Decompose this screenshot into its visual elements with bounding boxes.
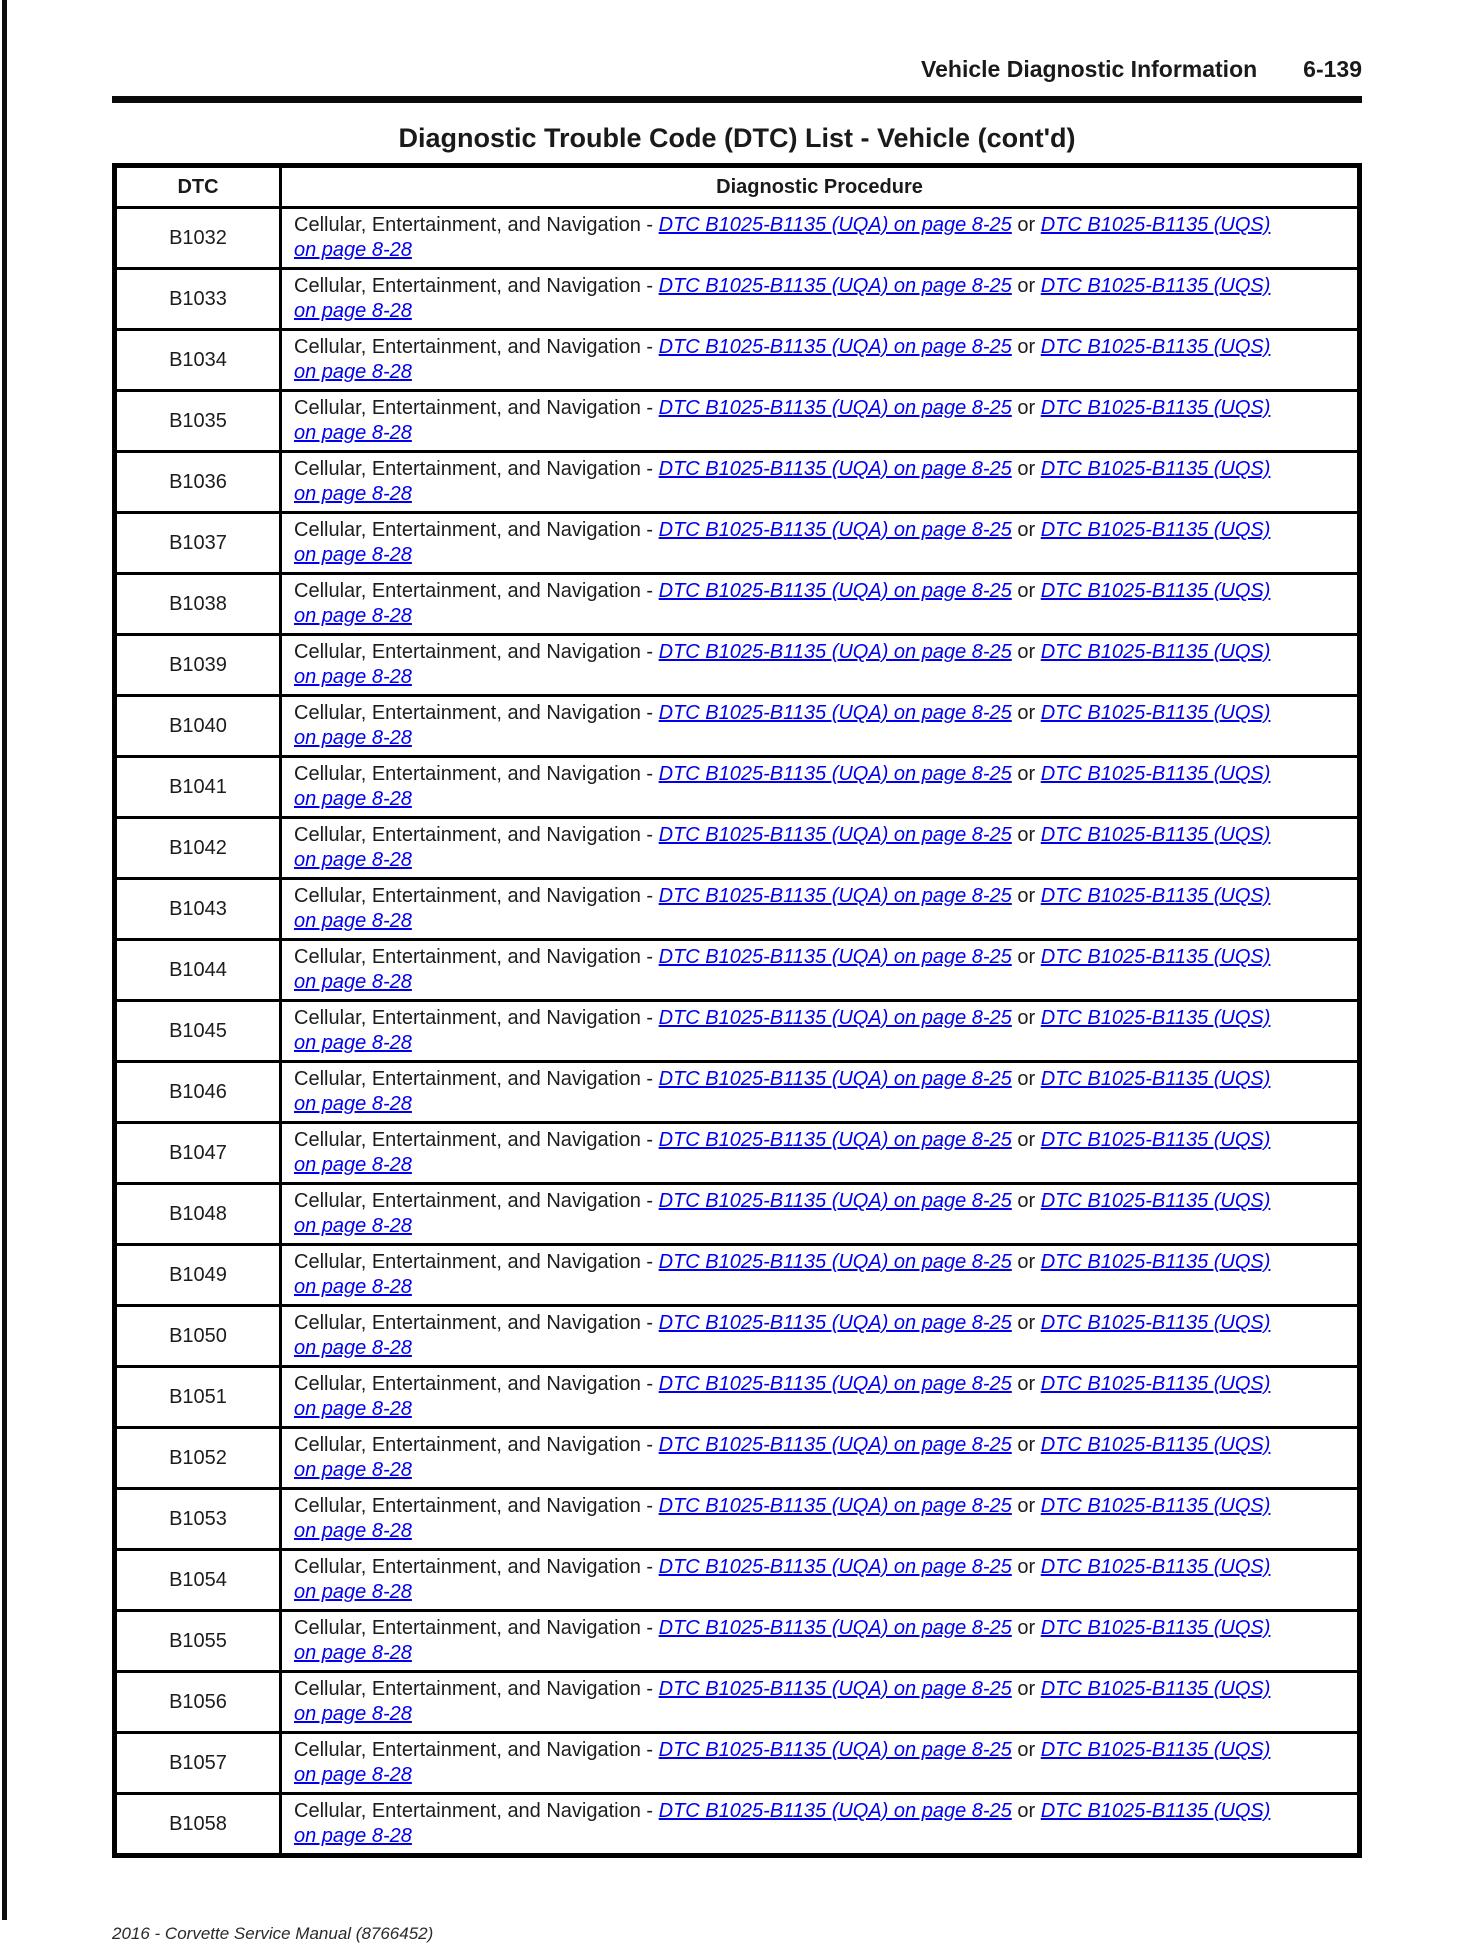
table-row [115,330,1360,391]
dtc-link-uqs-line1: DTC B1025-B1135 (UQS) [1040,763,1271,785]
dtc-link-uqs-line1: DTC B1025-B1135 (UQS) [1040,1129,1271,1151]
diagnostic-procedure-cell [281,818,1360,879]
table-row [115,1611,1360,1672]
dtc-link-uqa[interactable]: DTC B1025-B1135 (UQA) on page 8-25 [658,1007,1012,1029]
procedure-prefix-text: Cellular, Entertainment, and Navigation - [294,458,659,480]
dtc-link-uqs-line1: DTC B1025-B1135 (UQS) [1040,1312,1271,1334]
procedure-connector-text: or [1011,885,1041,907]
procedure-connector-text: or [1011,1190,1041,1212]
procedure-connector-text: or [1011,1617,1041,1639]
procedure-connector-text: or [1011,336,1041,358]
dtc-link-uqa[interactable]: DTC B1025-B1135 (UQA) on page 8-25 [658,1312,1012,1334]
dtc-link-uqs-line2: on page 8-28 [294,849,412,871]
dtc-link-uqa[interactable]: DTC B1025-B1135 (UQA) on page 8-25 [658,1190,1012,1212]
dtc-link-uqs-line1: DTC B1025-B1135 (UQS) [1040,275,1271,297]
section-title: Vehicle Diagnostic Information [921,56,1258,82]
procedure-connector-text: or [1011,641,1041,663]
dtc-code-cell: B1054 [115,1550,281,1611]
dtc-link-uqs-line1: DTC B1025-B1135 (UQS) [1040,1068,1271,1090]
dtc-code-cell: B1033 [115,269,281,330]
procedure-prefix-text: Cellular, Entertainment, and Navigation - [294,1495,659,1517]
diagnostic-procedure-cell [281,1001,1360,1062]
dtc-link-uqs-line1: DTC B1025-B1135 (UQS) [1040,580,1271,602]
dtc-link-uqs-line2: on page 8-28 [294,1276,412,1298]
dtc-link-uqa[interactable]: DTC B1025-B1135 (UQA) on page 8-25 [658,824,1012,846]
dtc-link-uqa[interactable]: DTC B1025-B1135 (UQA) on page 8-25 [658,1434,1012,1456]
diagnostic-procedure-cell [281,452,1360,513]
dtc-link-uqa[interactable]: DTC B1025-B1135 (UQA) on page 8-25 [658,214,1012,236]
procedure-prefix-text: Cellular, Entertainment, and Navigation - [294,1312,659,1334]
table-row [115,574,1360,635]
column-header-dtc: DTC [115,166,281,208]
dtc-link-uqs-line1: DTC B1025-B1135 (UQS) [1040,885,1271,907]
dtc-link-uqs-line1: DTC B1025-B1135 (UQS) [1040,946,1271,968]
table-row [115,1672,1360,1733]
footer-text: 2016 - Corvette Service Manual (8766452) [112,1924,434,1943]
table-row [115,1428,1360,1489]
dtc-code-cell: B1052 [115,1428,281,1489]
dtc-link-uqs-line2: on page 8-28 [294,971,412,993]
diagnostic-procedure-cell [281,513,1360,574]
diagnostic-procedure-cell [281,391,1360,452]
dtc-link-uqs-line2: on page 8-28 [294,910,412,932]
diagnostic-procedure-cell [281,940,1360,1001]
table-row [115,1245,1360,1306]
procedure-connector-text: or [1011,1129,1041,1151]
diagnostic-procedure-cell [281,1062,1360,1123]
dtc-link-uqa[interactable]: DTC B1025-B1135 (UQA) on page 8-25 [658,1556,1012,1578]
dtc-code-cell: B1047 [115,1123,281,1184]
dtc-link-uqs-line1: DTC B1025-B1135 (UQS) [1040,1800,1271,1822]
procedure-prefix-text: Cellular, Entertainment, and Navigation - [294,1129,659,1151]
procedure-prefix-text: Cellular, Entertainment, and Navigation - [294,641,659,663]
dtc-code-cell: B1055 [115,1611,281,1672]
procedure-connector-text: or [1011,1373,1041,1395]
procedure-prefix-text: Cellular, Entertainment, and Navigation - [294,397,659,419]
procedure-connector-text: or [1011,763,1041,785]
dtc-link-uqa[interactable]: DTC B1025-B1135 (UQA) on page 8-25 [658,702,1012,724]
dtc-link-uqa[interactable]: DTC B1025-B1135 (UQA) on page 8-25 [658,580,1012,602]
dtc-link-uqa[interactable]: DTC B1025-B1135 (UQA) on page 8-25 [658,1373,1012,1395]
dtc-link-uqs-line2: on page 8-28 [294,483,412,505]
dtc-link-uqs-line2: on page 8-28 [294,1154,412,1176]
table-row [115,1062,1360,1123]
scanned-page-edge-line [2,0,7,1920]
diagnostic-procedure-cell [281,696,1360,757]
procedure-connector-text: or [1011,1434,1041,1456]
procedure-prefix-text: Cellular, Entertainment, and Navigation - [294,1617,659,1639]
diagnostic-procedure-cell [281,1184,1360,1245]
table-row [115,1367,1360,1428]
table-row [115,1733,1360,1794]
table-row [115,1306,1360,1367]
dtc-link-uqs-line1: DTC B1025-B1135 (UQS) [1040,1678,1271,1700]
procedure-prefix-text: Cellular, Entertainment, and Navigation - [294,336,659,358]
dtc-link-uqs-line1: DTC B1025-B1135 (UQS) [1040,458,1271,480]
dtc-link-uqs-line1: DTC B1025-B1135 (UQS) [1040,1007,1271,1029]
header-rule-divider [112,96,1362,103]
dtc-code-cell: B1045 [115,1001,281,1062]
procedure-connector-text: or [1011,397,1041,419]
dtc-code-cell: B1057 [115,1733,281,1794]
dtc-link-uqs-line2: on page 8-28 [294,361,412,383]
dtc-link-uqs-line1: DTC B1025-B1135 (UQS) [1040,1434,1271,1456]
diagnostic-procedure-cell [281,1489,1360,1550]
procedure-connector-text: or [1011,1251,1041,1273]
table-row [115,513,1360,574]
diagnostic-procedure-cell [281,1367,1360,1428]
dtc-link-uqa[interactable]: DTC B1025-B1135 (UQA) on page 8-25 [658,641,1012,663]
procedure-connector-text: or [1011,946,1041,968]
procedure-connector-text: or [1011,1312,1041,1334]
table-row [115,940,1360,1001]
dtc-code-cell: B1049 [115,1245,281,1306]
table-row [115,452,1360,513]
diagnostic-procedure-cell [281,1672,1360,1733]
dtc-link-uqs-line2: on page 8-28 [294,1459,412,1481]
procedure-connector-text: or [1011,275,1041,297]
dtc-link-uqs-line2: on page 8-28 [294,1764,412,1786]
diagnostic-procedure-cell [281,1733,1360,1794]
dtc-link-uqs-line2: on page 8-28 [294,788,412,810]
dtc-link-uqs-line2: on page 8-28 [294,666,412,688]
dtc-link-uqs-line2: on page 8-28 [294,239,412,261]
running-header [112,56,1362,83]
dtc-link-uqa[interactable]: DTC B1025-B1135 (UQA) on page 8-25 [658,1739,1012,1761]
procedure-prefix-text: Cellular, Entertainment, and Navigation - [294,1373,659,1395]
dtc-table-body [115,208,1360,1856]
dtc-link-uqs-line2: on page 8-28 [294,544,412,566]
diagnostic-procedure-cell [281,757,1360,818]
dtc-code-cell: B1042 [115,818,281,879]
table-row [115,391,1360,452]
table-row [115,1550,1360,1611]
dtc-link-uqa[interactable]: DTC B1025-B1135 (UQA) on page 8-25 [658,1800,1012,1822]
dtc-code-cell: B1034 [115,330,281,391]
dtc-link-uqs-line2: on page 8-28 [294,422,412,444]
procedure-prefix-text: Cellular, Entertainment, and Navigation - [294,1678,659,1700]
dtc-table [112,163,1362,1858]
dtc-link-uqs-line1: DTC B1025-B1135 (UQS) [1040,824,1271,846]
dtc-link-uqs-line2: on page 8-28 [294,727,412,749]
dtc-link-uqa[interactable]: DTC B1025-B1135 (UQA) on page 8-25 [658,763,1012,785]
procedure-prefix-text: Cellular, Entertainment, and Navigation - [294,946,659,968]
table-row [115,1794,1360,1856]
procedure-prefix-text: Cellular, Entertainment, and Navigation - [294,214,659,236]
dtc-code-cell: B1051 [115,1367,281,1428]
dtc-link-uqs-line1: DTC B1025-B1135 (UQS) [1040,702,1271,724]
procedure-prefix-text: Cellular, Entertainment, and Navigation - [294,702,659,724]
dtc-link-uqs-line2: on page 8-28 [294,300,412,322]
dtc-link-uqs-line2: on page 8-28 [294,1337,412,1359]
dtc-code-cell: B1037 [115,513,281,574]
dtc-code-cell: B1056 [115,1672,281,1733]
procedure-connector-text: or [1011,1068,1041,1090]
diagnostic-procedure-cell [281,1123,1360,1184]
dtc-link-uqs-line1: DTC B1025-B1135 (UQS) [1040,397,1271,419]
procedure-prefix-text: Cellular, Entertainment, and Navigation - [294,1739,659,1761]
dtc-code-cell: B1050 [115,1306,281,1367]
dtc-link-uqs-line1: DTC B1025-B1135 (UQS) [1040,641,1271,663]
procedure-connector-text: or [1011,702,1041,724]
procedure-connector-text: or [1011,1007,1041,1029]
dtc-code-cell: B1048 [115,1184,281,1245]
dtc-code-cell: B1053 [115,1489,281,1550]
table-row [115,1123,1360,1184]
dtc-link-uqs-line1: DTC B1025-B1135 (UQS) [1040,214,1271,236]
procedure-prefix-text: Cellular, Entertainment, and Navigation - [294,1251,659,1273]
diagnostic-procedure-cell [281,1306,1360,1367]
procedure-connector-text: or [1011,580,1041,602]
dtc-link-uqs-line2: on page 8-28 [294,1520,412,1542]
procedure-connector-text: or [1011,824,1041,846]
procedure-connector-text: or [1011,458,1041,480]
dtc-link-uqs-line2: on page 8-28 [294,605,412,627]
table-row [115,757,1360,818]
column-header-procedure: Diagnostic Procedure [281,166,1360,208]
procedure-prefix-text: Cellular, Entertainment, and Navigation - [294,1556,659,1578]
diagnostic-procedure-cell [281,1611,1360,1672]
dtc-link-uqa[interactable]: DTC B1025-B1135 (UQA) on page 8-25 [658,1617,1012,1639]
procedure-prefix-text: Cellular, Entertainment, and Navigation - [294,1800,659,1822]
dtc-code-cell: B1044 [115,940,281,1001]
dtc-link-uqa[interactable]: DTC B1025-B1135 (UQA) on page 8-25 [658,946,1012,968]
procedure-prefix-text: Cellular, Entertainment, and Navigation - [294,580,659,602]
dtc-link-uqs-line1: DTC B1025-B1135 (UQS) [1040,336,1271,358]
dtc-link-uqs-line2: on page 8-28 [294,1581,412,1603]
dtc-link-uqa[interactable]: DTC B1025-B1135 (UQA) on page 8-25 [658,1068,1012,1090]
dtc-code-cell: B1040 [115,696,281,757]
procedure-prefix-text: Cellular, Entertainment, and Navigation - [294,885,659,907]
procedure-prefix-text: Cellular, Entertainment, and Navigation - [294,275,659,297]
procedure-prefix-text: Cellular, Entertainment, and Navigation - [294,1007,659,1029]
procedure-connector-text: or [1011,1495,1041,1517]
page-title: Diagnostic Trouble Code (DTC) List - Vehicle (cont'd) [398,123,1076,153]
diagnostic-procedure-cell [281,1794,1360,1856]
procedure-connector-text: or [1011,214,1041,236]
dtc-link-uqs-line2: on page 8-28 [294,1032,412,1054]
procedure-prefix-text: Cellular, Entertainment, and Navigation - [294,763,659,785]
table-header-row [115,166,1360,208]
dtc-link-uqa[interactable]: DTC B1025-B1135 (UQA) on page 8-25 [658,275,1012,297]
dtc-link-uqa[interactable]: DTC B1025-B1135 (UQA) on page 8-25 [658,1678,1012,1700]
dtc-link-uqs-line2: on page 8-28 [294,1215,412,1237]
dtc-code-cell: B1041 [115,757,281,818]
dtc-link-uqa[interactable]: DTC B1025-B1135 (UQA) on page 8-25 [658,458,1012,480]
table-row [115,208,1360,269]
dtc-link-uqa[interactable]: DTC B1025-B1135 (UQA) on page 8-25 [658,1129,1012,1151]
dtc-link-uqs-line2: on page 8-28 [294,1398,412,1420]
dtc-link-uqs-line1: DTC B1025-B1135 (UQS) [1040,1739,1271,1761]
procedure-connector-text: or [1011,1678,1041,1700]
dtc-link-uqa[interactable]: DTC B1025-B1135 (UQA) on page 8-25 [658,397,1012,419]
table-row [115,635,1360,696]
dtc-link-uqs-line1: DTC B1025-B1135 (UQS) [1040,1495,1271,1517]
dtc-link-uqa[interactable]: DTC B1025-B1135 (UQA) on page 8-25 [658,519,1012,541]
diagnostic-procedure-cell [281,574,1360,635]
procedure-connector-text: or [1011,519,1041,541]
dtc-code-cell: B1036 [115,452,281,513]
diagnostic-procedure-cell [281,330,1360,391]
dtc-link-uqa[interactable]: DTC B1025-B1135 (UQA) on page 8-25 [658,1495,1012,1517]
diagnostic-procedure-cell [281,208,1360,269]
procedure-connector-text: or [1011,1800,1041,1822]
procedure-connector-text: or [1011,1739,1041,1761]
diagnostic-procedure-cell [281,1428,1360,1489]
procedure-prefix-text: Cellular, Entertainment, and Navigation - [294,1190,659,1212]
dtc-code-cell: B1039 [115,635,281,696]
dtc-link-uqs-line1: DTC B1025-B1135 (UQS) [1040,519,1271,541]
dtc-link-uqs-line2: on page 8-28 [294,1703,412,1725]
diagnostic-procedure-cell [281,635,1360,696]
procedure-prefix-text: Cellular, Entertainment, and Navigation - [294,1434,659,1456]
table-row [115,818,1360,879]
dtc-link-uqa[interactable]: DTC B1025-B1135 (UQA) on page 8-25 [658,1251,1012,1273]
dtc-link-uqs-line2: on page 8-28 [294,1825,412,1847]
table-row [115,1001,1360,1062]
dtc-link-uqs-line2: on page 8-28 [294,1642,412,1664]
dtc-code-cell: B1038 [115,574,281,635]
dtc-link-uqs-line1: DTC B1025-B1135 (UQS) [1040,1617,1271,1639]
table-row [115,1184,1360,1245]
diagnostic-procedure-cell [281,1550,1360,1611]
procedure-prefix-text: Cellular, Entertainment, and Navigation - [294,824,659,846]
dtc-link-uqs-line2: on page 8-28 [294,1093,412,1115]
dtc-code-cell: B1032 [115,208,281,269]
diagnostic-procedure-cell [281,879,1360,940]
page-number: 6-139 [1303,56,1362,82]
table-row [115,1489,1360,1550]
dtc-link-uqs-line1: DTC B1025-B1135 (UQS) [1040,1190,1271,1212]
page-content [112,0,1362,1944]
table-row [115,696,1360,757]
diagnostic-procedure-cell [281,269,1360,330]
diagnostic-procedure-cell [281,1245,1360,1306]
dtc-code-cell: B1058 [115,1794,281,1856]
table-row [115,879,1360,940]
dtc-link-uqs-line1: DTC B1025-B1135 (UQS) [1040,1373,1271,1395]
table-row [115,269,1360,330]
procedure-prefix-text: Cellular, Entertainment, and Navigation - [294,1068,659,1090]
dtc-link-uqs-line1: DTC B1025-B1135 (UQS) [1040,1251,1271,1273]
dtc-link-uqs-line1: DTC B1025-B1135 (UQS) [1040,1556,1271,1578]
procedure-prefix-text: Cellular, Entertainment, and Navigation - [294,519,659,541]
dtc-code-cell: B1035 [115,391,281,452]
dtc-link-uqa[interactable]: DTC B1025-B1135 (UQA) on page 8-25 [658,885,1012,907]
dtc-code-cell: B1046 [115,1062,281,1123]
dtc-link-uqa[interactable]: DTC B1025-B1135 (UQA) on page 8-25 [658,336,1012,358]
dtc-code-cell: B1043 [115,879,281,940]
procedure-connector-text: or [1011,1556,1041,1578]
